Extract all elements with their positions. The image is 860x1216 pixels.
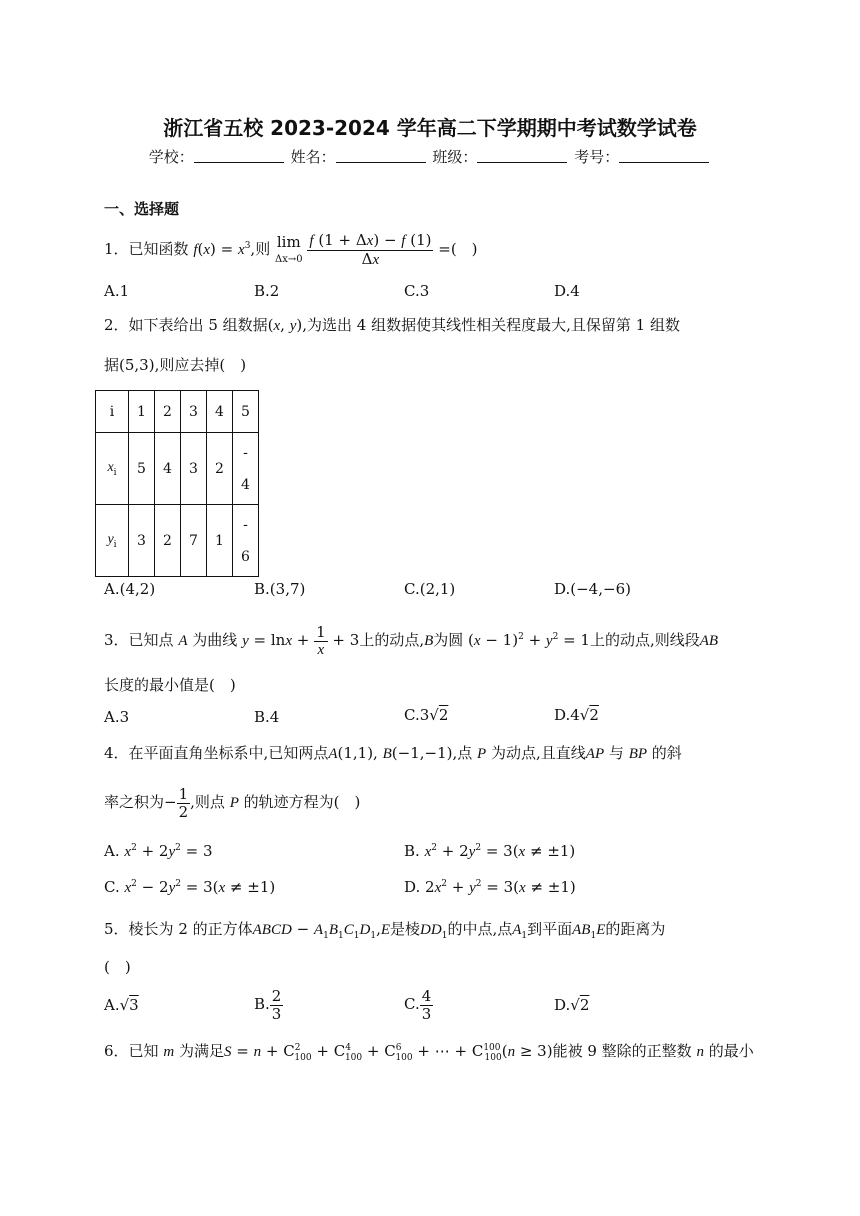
q2-text-b: ,为选出 4 组数据使其线性相关程度最大,且保留第 1 组数 xyxy=(302,316,680,334)
table-cell: 5 xyxy=(129,433,155,505)
q4-option-c[interactable]: C. $x^2 - 2y^2 = 3(x \ne \pm 1)$ xyxy=(104,878,276,896)
q3-number: 3． xyxy=(104,631,129,649)
table-row-x xyxy=(96,433,259,505)
section-title: 一、选择题 xyxy=(104,200,180,218)
q2-option-b[interactable]: B.(3,7) xyxy=(254,580,306,598)
table-cell: 7 xyxy=(181,505,207,577)
table-cell: 4 xyxy=(155,433,181,505)
school-label: 学校： xyxy=(148,148,194,166)
q3-text-d: 为圆 xyxy=(433,631,464,649)
q2-number: 2． xyxy=(104,316,129,334)
table-cell: 3 xyxy=(181,433,207,505)
q2-text-d: ,则应去掉( ) xyxy=(154,356,247,374)
q2-option-c[interactable]: C.(2,1) xyxy=(404,580,456,598)
exam-number-blank[interactable] xyxy=(619,148,709,163)
q6-text-b: 为满足 xyxy=(178,1042,224,1060)
q1-fraction: $\frac{f (1 + \Delta x) - f (1)}{\Delta x}$ xyxy=(309,231,432,268)
q1-limit: lim Δx→0 xyxy=(274,233,303,265)
student-info-line xyxy=(0,146,860,167)
q4-option-a[interactable]: A. $x^2 + 2y^2 = 3$ xyxy=(104,842,213,860)
q2-option-d[interactable]: D.(−4,−6) xyxy=(554,580,631,598)
question-5-line2: ( ) xyxy=(104,958,131,976)
q6-text-c: 能被 9 整除的正整数 xyxy=(552,1042,692,1060)
q1-option-c[interactable]: C.3 xyxy=(404,282,430,300)
question-6: 6．已知 m 为满足$S = n + C^2_{100} + C^4_{100} + C^6_{100}$ + ⋯ + $C^{100}_{100}(n \ge 3)$能被 9 整除的正整数 n 的最小 xyxy=(104,1042,754,1063)
table-header-cell: 1 xyxy=(129,391,155,433)
question-2-line2: 据(5,3),则应去掉( ) xyxy=(104,356,247,374)
table-row-y xyxy=(96,505,259,577)
table-cell: 3 xyxy=(129,505,155,577)
table-cell: - 6 xyxy=(233,505,259,577)
q2-text-a: 如下表给出 5 组数据 xyxy=(128,316,268,334)
question-3-line2: 长度的最小值是( ) xyxy=(104,676,236,694)
q4-number: 4． xyxy=(104,744,129,762)
question-1: 1．已知函数 $f(x) = x^3$,则 lim Δx→0 $\frac{f (1 + \Delta x) - f (1)}{\Delta x}$ =( ) xyxy=(104,231,478,268)
q1-option-d[interactable]: D.4 xyxy=(554,282,580,300)
q5-text-b: , xyxy=(376,920,381,938)
question-3: 3．已知点 A 为曲线 y = lnx + $\frac{1}{x}$ + 3上的动点,B为圆 $(x - 1)^2 + y^2 = 1$上的动点,则线段AB xyxy=(104,623,719,658)
q1-text: 已知函数 xyxy=(128,240,189,258)
q5-option-d[interactable]: D.√2 xyxy=(554,996,590,1014)
q6-number: 6． xyxy=(104,1042,129,1060)
table-header-cell: 2 xyxy=(155,391,181,433)
class-label: 班级： xyxy=(432,148,478,166)
q2-option-a[interactable]: A.(4,2) xyxy=(104,580,156,598)
table-cell: 2 xyxy=(155,505,181,577)
q4-text-f: 率之积为 xyxy=(104,793,165,811)
q1-text-b: ,则 xyxy=(250,240,271,258)
q3-text-e: 上的动点,则线段 xyxy=(589,631,700,649)
q5-text-a: 棱长为 2 的正方体 xyxy=(128,920,253,938)
school-blank[interactable] xyxy=(194,148,284,163)
data-table xyxy=(95,390,259,577)
table-header-cell: i xyxy=(96,391,129,433)
q4-text-c: 为动点,且直线 xyxy=(491,744,586,762)
q3-text-c: 上的动点, xyxy=(359,631,425,649)
q1-option-a[interactable]: A.1 xyxy=(104,282,130,300)
table-header-cell: 4 xyxy=(207,391,233,433)
exam-number-label: 考号： xyxy=(574,148,620,166)
q5-option-b[interactable]: B. $\frac{2}{3}$ xyxy=(254,987,282,1023)
table-cell: - 4 xyxy=(233,433,259,505)
table-cell: 1 xyxy=(207,505,233,577)
class-blank[interactable] xyxy=(477,148,567,163)
name-label: 姓名： xyxy=(290,148,336,166)
q3-text-b: 为曲线 xyxy=(192,631,238,649)
q4-text-e: 的斜 xyxy=(651,744,682,762)
q5-text-d: 的中点,点 xyxy=(447,920,513,938)
q1-formula: f xyxy=(193,242,198,258)
q5-option-c[interactable]: C. $\frac{4}{3}$ xyxy=(404,987,432,1023)
q4-text-h: 的轨迹方程为( ) xyxy=(243,793,361,811)
table-row-label-x: $x_i$ xyxy=(96,433,129,505)
table-header-cell: 3 xyxy=(181,391,207,433)
q4-text-g: ,则点 xyxy=(190,793,225,811)
q5-text-c: 是棱 xyxy=(390,920,421,938)
q4-text-a: 在平面直角坐标系中,已知两点 xyxy=(128,744,329,762)
q4-text-b: ,点 xyxy=(452,744,473,762)
table-header-cell: 5 xyxy=(233,391,259,433)
question-4: 4．在平面直角坐标系中,已知两点A(1,1), B(−1,−1),点 P 为动点,且直线AP 与 BP 的斜 xyxy=(104,744,682,762)
q4-option-b[interactable]: B. $x^2 + 2y^2 = 3(x \ne \pm 1)$ xyxy=(404,842,576,860)
q3-option-c[interactable]: C.3√2 xyxy=(404,706,449,724)
q3-option-d[interactable]: D.4√2 xyxy=(554,706,599,724)
name-blank[interactable] xyxy=(336,148,426,163)
q5-option-a[interactable]: A.√3 xyxy=(104,996,139,1014)
q5-number: 5． xyxy=(104,920,129,938)
q3-option-b[interactable]: B.4 xyxy=(254,708,280,726)
q6-text-a: 已知 xyxy=(128,1042,159,1060)
exam-title: 浙江省五校 2023-2024 学年高二下学期期中考试数学试卷 xyxy=(163,116,697,140)
q6-text-d: 的最小 xyxy=(708,1042,754,1060)
question-4-line2: 率之积为− $\frac{1}{2}$ ,则点 P 的轨迹方程为( ) xyxy=(104,785,361,821)
q3-text-a: 已知点 xyxy=(128,631,174,649)
table-row-header xyxy=(96,391,259,433)
question-5: 5．棱长为 2 的正方体ABCD − $A_1B_1C_1D_1,E$是棱$DD_1$的中点,点$A_1$到平面$AB_1E$的距离为 xyxy=(104,920,666,941)
q1-number: 1． xyxy=(104,240,129,258)
q4-option-d[interactable]: D. $2x^2 + y^2 = 3(x \ne \pm 1)$ xyxy=(404,878,576,896)
table-row-label-y: $y_i$ xyxy=(96,505,129,577)
question-2: 2．如下表给出 5 组数据(x, y),为选出 4 组数据使其线性相关程度最大,且保留第 1 组数 xyxy=(104,316,680,334)
table-cell: 2 xyxy=(207,433,233,505)
q1-text-c: =( ) xyxy=(438,240,478,258)
q4-text-d: 与 xyxy=(608,744,624,762)
q5-text-f: 的距离为 xyxy=(605,920,666,938)
q3-option-a[interactable]: A.3 xyxy=(104,708,130,726)
q2-text-c: 据 xyxy=(104,356,120,374)
q1-option-b[interactable]: B.2 xyxy=(254,282,280,300)
q5-text-e: 到平面 xyxy=(527,920,573,938)
